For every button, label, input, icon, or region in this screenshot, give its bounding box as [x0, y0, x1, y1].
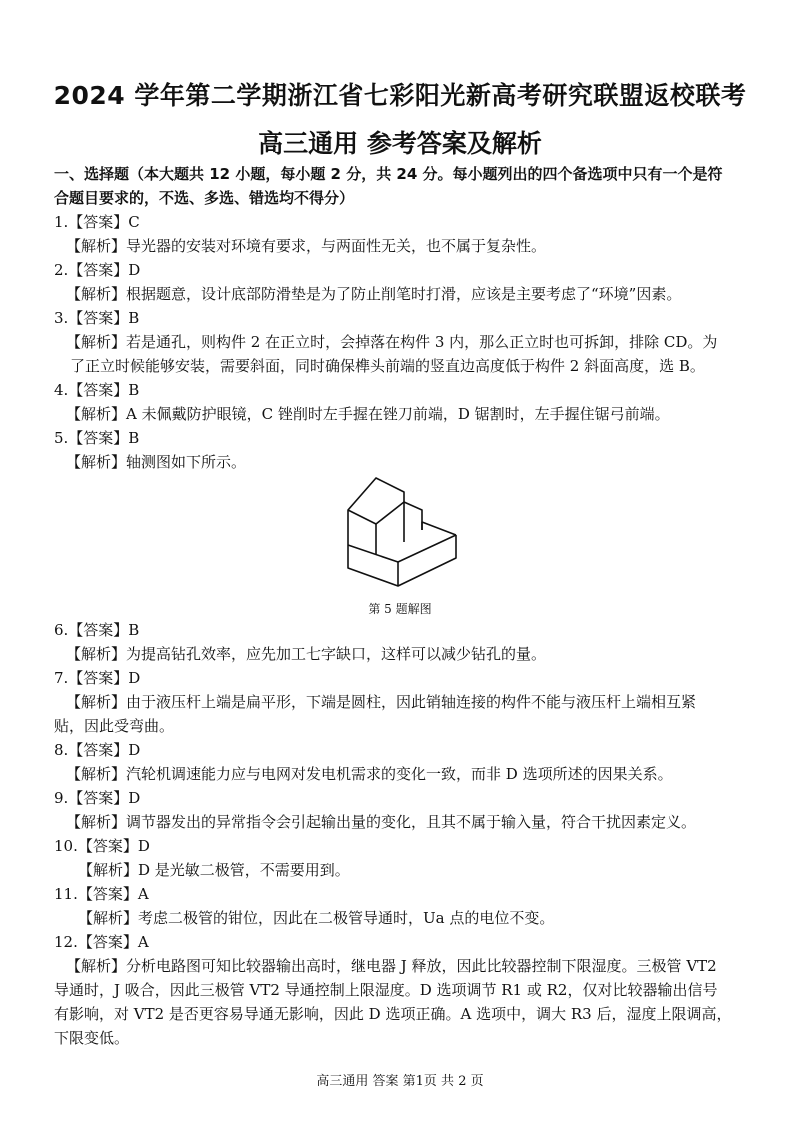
answer-1: 1.【答案】C: [54, 213, 140, 231]
section-heading-cont: 合题目要求的，不选、多选、错选均不得分）: [54, 189, 355, 207]
answer-6: 6.【答案】B: [54, 621, 140, 639]
analysis-9: 【解析】调节器发出的异常指令会引起输出量的变化，且其不属于输入量，符合干扰因素定义。: [66, 813, 697, 831]
analysis-7-cont: 贴，因此受弯曲。: [54, 717, 175, 735]
figure-caption: 第 5 题解图: [368, 602, 432, 616]
answer-8: 8.【答案】D: [54, 741, 141, 759]
answer-10: 10.【答案】D: [54, 837, 150, 855]
answer-9: 9.【答案】D: [54, 789, 141, 807]
analysis-12-cont-3: 下限变低。: [54, 1029, 130, 1047]
analysis-12-cont-1: 导通时，J 吸合，因此三极管 VT2 导通控制上限湿度。D 选项调节 R1 或 R2，仅对比较器输出信号: [54, 981, 718, 999]
axonometric-figure: [338, 470, 462, 590]
analysis-5: 【解析】轴测图如下所示。: [66, 453, 247, 471]
analysis-6: 【解析】为提高钻孔效率，应先加工七字缺口，这样可以减少钻孔的量。: [66, 645, 547, 663]
answer-7: 7.【答案】D: [54, 669, 141, 687]
analysis-10: 【解析】D 是光敏二极管，不需要用到。: [78, 861, 350, 879]
analysis-12: 【解析】分析电路图可知比较器输出高时，继电器 J 释放，因此比较器控制下限湿度。三极管 VT2: [66, 957, 717, 975]
analysis-2: 【解析】根据题意，设计底部防滑垫是为了防止削笔时打滑，应该是主要考虑了“环境”因素。: [66, 285, 682, 303]
answer-12: 12.【答案】A: [54, 933, 149, 951]
answer-3: 3.【答案】B: [54, 309, 140, 327]
document-title: 2024 学年第二学期浙江省七彩阳光新高考研究联盟返校联考: [53, 81, 747, 110]
analysis-1: 【解析】导光器的安装对环境有要求，与两面性无关，也不属于复杂性。: [66, 237, 547, 255]
analysis-12-cont-2: 有影响，对 VT2 是否更容易导通无影响，因此 D 选项正确。A 选项中，调大 R3 后，湿度上限调高，: [54, 1005, 732, 1023]
analysis-4: 【解析】A 未佩戴防护眼镜，C 锉削时左手握在锉刀前端，D 锯割时，左手握住锯弓前端。: [66, 405, 670, 423]
answer-4: 4.【答案】B: [54, 381, 140, 399]
page-footer: 高三通用 答案 第1页 共 2 页: [316, 1074, 484, 1089]
analysis-7: 【解析】由于液压杆上端是扁平形，下端是圆柱，因此销轴连接的构件不能与液压杆上端相互紧: [66, 693, 697, 711]
answer-11: 11.【答案】A: [54, 885, 149, 903]
answer-5: 5.【答案】B: [54, 429, 140, 447]
document-subtitle: 高三通用 参考答案及解析: [258, 129, 542, 158]
analysis-3-cont: 了正立时候能够安装，需要斜面，同时确保榫头前端的竖直边高度低于构件 2 斜面高度，选 B。: [70, 357, 705, 375]
analysis-11: 【解析】考虑二极管的钳位，因此在二极管导通时，Ua 点的电位不变。: [78, 909, 555, 927]
section-heading: 一、选择题（本大题共 12 小题，每小题 2 分，共 24 分。每小题列出的四个备选项中只有一个是符: [54, 165, 723, 183]
answer-2: 2.【答案】D: [54, 261, 141, 279]
analysis-3: 【解析】若是通孔，则构件 2 在正立时，会掉落在构件 3 内，那么正立时也可拆卸，排除 CD。为: [66, 333, 718, 351]
analysis-8: 【解析】汽轮机调速能力应与电网对发电机需求的变化一致，而非 D 选项所述的因果关系。: [66, 765, 673, 783]
